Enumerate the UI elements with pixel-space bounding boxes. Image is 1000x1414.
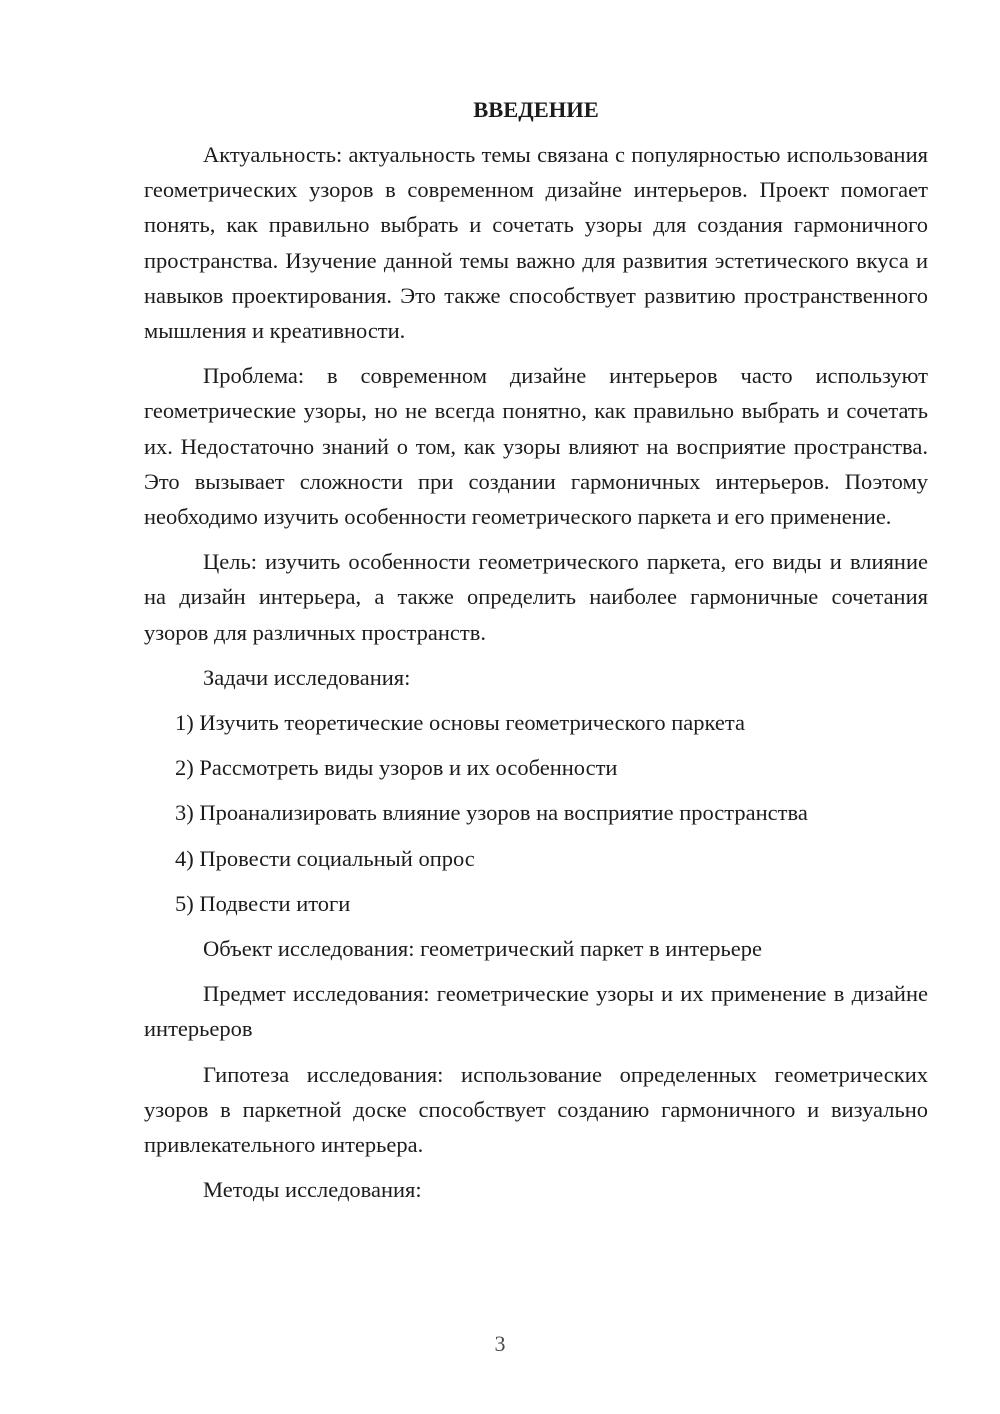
paragraph-relevance: Актуальность: актуальность темы связана с популярностью использования геометрических узоров в современном дизайне интерьеров. Проект помогает понять, как правильно выбрать и сочетать узоры для создания гармоничного пространства. Изучение данной темы важно для развития эстетического вкуса и навыков проектирования. Это также способствует развитию пространственного мышления и креативности.: [144, 142, 928, 344]
task-item-2: 2) Рассмотреть виды узоров и их особенности: [175, 755, 618, 781]
task-item-1: 1) Изучить теоретические основы геометрического паркета: [175, 710, 745, 736]
section-heading: ВВЕДЕНИЕ: [473, 97, 599, 122]
page-number: 3: [494, 1331, 506, 1356]
task-item-4: 4) Провести социальный опрос: [175, 845, 475, 871]
paragraph-object: Объект исследования: геометрический паркет в интерьере: [203, 936, 762, 962]
paragraph-tasks-title: Задачи исследования:: [203, 664, 411, 690]
paragraph-goal: Цель: изучить особенности геометрического паркета, его виды и влияние на дизайн интерьера, а также определить наиболее гармоничные сочетания узоров для различных пространств.: [144, 549, 928, 645]
paragraph-subject: Предмет исследования: геометрические узоры и их применение в дизайне интерьеров: [144, 981, 928, 1042]
paragraph-problem: Проблема: в современном дизайне интерьеров часто используют геометрические узоры, но не всегда понятно, как правильно выбрать и сочетать их. Недостаточно знаний о том, как узоры влияют на восприятие пространства. Это вызывает сложности при создании гармоничных интерьеров. Поэтому необходимо изучить особенности геометрического паркета и его применение.: [144, 363, 928, 530]
document-page: [144, 92, 928, 1217]
task-item-5: 5) Подвести итоги: [175, 890, 351, 916]
paragraph-methods: Методы исследования:: [203, 1177, 422, 1203]
task-item-3: 3) Проанализировать влияние узоров на восприятие пространства: [175, 800, 808, 826]
paragraph-hypothesis: Гипотеза исследования: использование определенных геометрических узоров в паркетной доске способствует созданию гармоничного и визуально привлекательного интерьера.: [144, 1061, 928, 1158]
